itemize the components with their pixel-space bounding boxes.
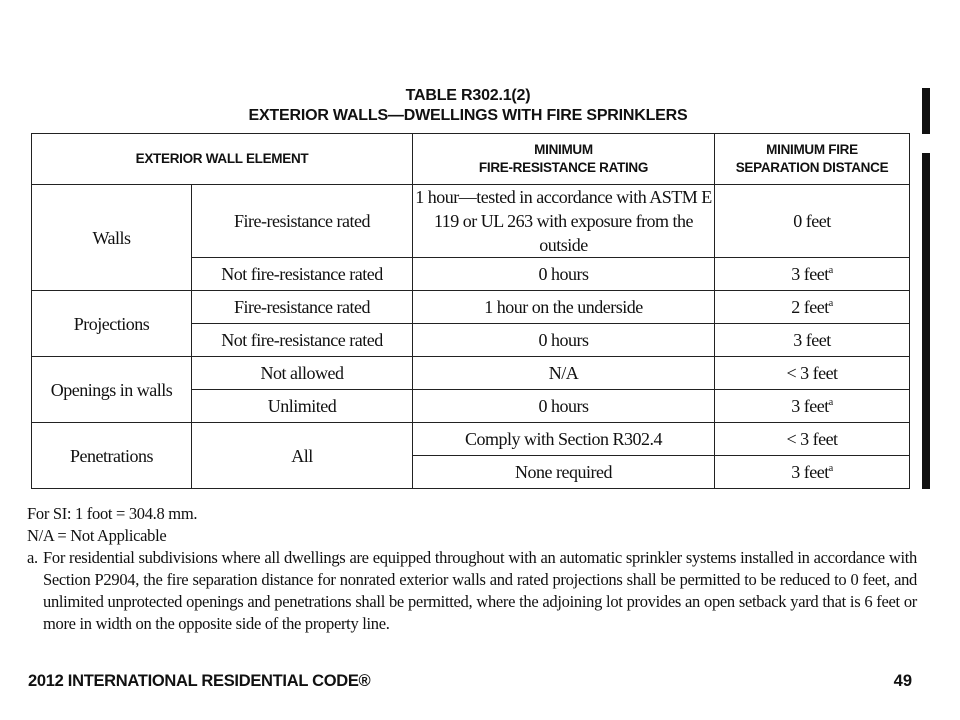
element-projections: Projections [32, 291, 192, 357]
distance-cell [715, 423, 910, 456]
distance-cell [715, 258, 910, 291]
distance-cell [715, 390, 910, 423]
header-rating-line1: MINIMUM [534, 142, 593, 157]
footnote-ref: a [828, 298, 833, 309]
na-note: N/A = Not Applicable [27, 526, 167, 545]
change-bar-bottom [922, 153, 930, 489]
distance-value: 3 feet [791, 264, 829, 284]
footnote-a-text: For residential subdivisions where all dwellings are equipped throughout with an automatic sprinkler systems installed in accordance with Section P2904, the fire separation distance for nonrated exterior walls and rated projections shall be permitted to be reduced to 0 feet, and unlimited unprotected openings and penetrations shall be permitted, where the adjoining lot provides an open setback yard that is 6 feet or more in width on the opposite side of the property line. [43, 548, 917, 633]
rating-cell: 0 hours [413, 390, 715, 423]
si-note: For SI: 1 foot = 304.8 mm. [27, 504, 198, 523]
rating-cell: None required [413, 456, 715, 489]
type-cell: Not allowed [192, 357, 413, 390]
table-notes [27, 503, 917, 635]
distance-value: 0 feet [793, 211, 831, 231]
header-rating [413, 134, 715, 185]
footnote-ref: a [828, 463, 833, 474]
rating-cell: 1 hour—tested in accordance with ASTM E 119 or UL 263 with exposure from the outside [413, 185, 715, 258]
fire-separation-table [31, 133, 910, 489]
table-row [32, 423, 910, 456]
element-openings: Openings in walls [32, 357, 192, 423]
rating-cell: 0 hours [413, 324, 715, 357]
footnote-ref: a [828, 397, 833, 408]
rating-cell: 1 hour on the underside [413, 291, 715, 324]
distance-cell [715, 357, 910, 390]
table-number: TABLE R302.1(2) [405, 87, 531, 104]
distance-value: < 3 feet [786, 429, 838, 449]
element-walls: Walls [32, 185, 192, 291]
element-penetrations: Penetrations [32, 423, 192, 489]
type-cell: Fire-resistance rated [192, 291, 413, 324]
header-distance-line1: MINIMUM FIRE [766, 142, 858, 157]
header-rating-line2: FIRE-RESISTANCE RATING [478, 160, 649, 175]
distance-value: 2 feet [791, 297, 829, 317]
footnote-ref: a [828, 265, 833, 276]
type-cell: Fire-resistance rated [192, 185, 413, 258]
rating-cell: N/A [413, 357, 715, 390]
code-title: 2012 INTERNATIONAL RESIDENTIAL CODE® [28, 672, 371, 690]
rating-cell: Comply with Section R302.4 [413, 423, 715, 456]
table-row [32, 357, 910, 390]
table-row [32, 185, 910, 258]
type-cell: All [192, 423, 413, 489]
header-element: EXTERIOR WALL ELEMENT [32, 134, 413, 185]
change-bar-top [922, 88, 930, 134]
distance-value: 3 feet [791, 396, 829, 416]
distance-cell [715, 185, 910, 258]
footnote-a [27, 547, 917, 635]
distance-value: < 3 feet [786, 363, 838, 383]
distance-value: 3 feet [791, 462, 829, 482]
rating-cell: 0 hours [413, 258, 715, 291]
distance-cell [715, 291, 910, 324]
distance-value: 3 feet [793, 330, 831, 350]
header-distance [715, 134, 910, 185]
table-row [32, 291, 910, 324]
table-header-row [32, 134, 910, 185]
type-cell: Unlimited [192, 390, 413, 423]
table-title: EXTERIOR WALLS—DWELLINGS WITH FIRE SPRINKLERS [248, 107, 688, 124]
footnote-letter: a. [27, 548, 38, 567]
type-cell: Not fire-resistance rated [192, 324, 413, 357]
distance-cell [715, 456, 910, 489]
type-cell: Not fire-resistance rated [192, 258, 413, 291]
page-number: 49 [893, 672, 912, 690]
distance-cell [715, 324, 910, 357]
header-distance-line2: SEPARATION DISTANCE [735, 160, 889, 175]
